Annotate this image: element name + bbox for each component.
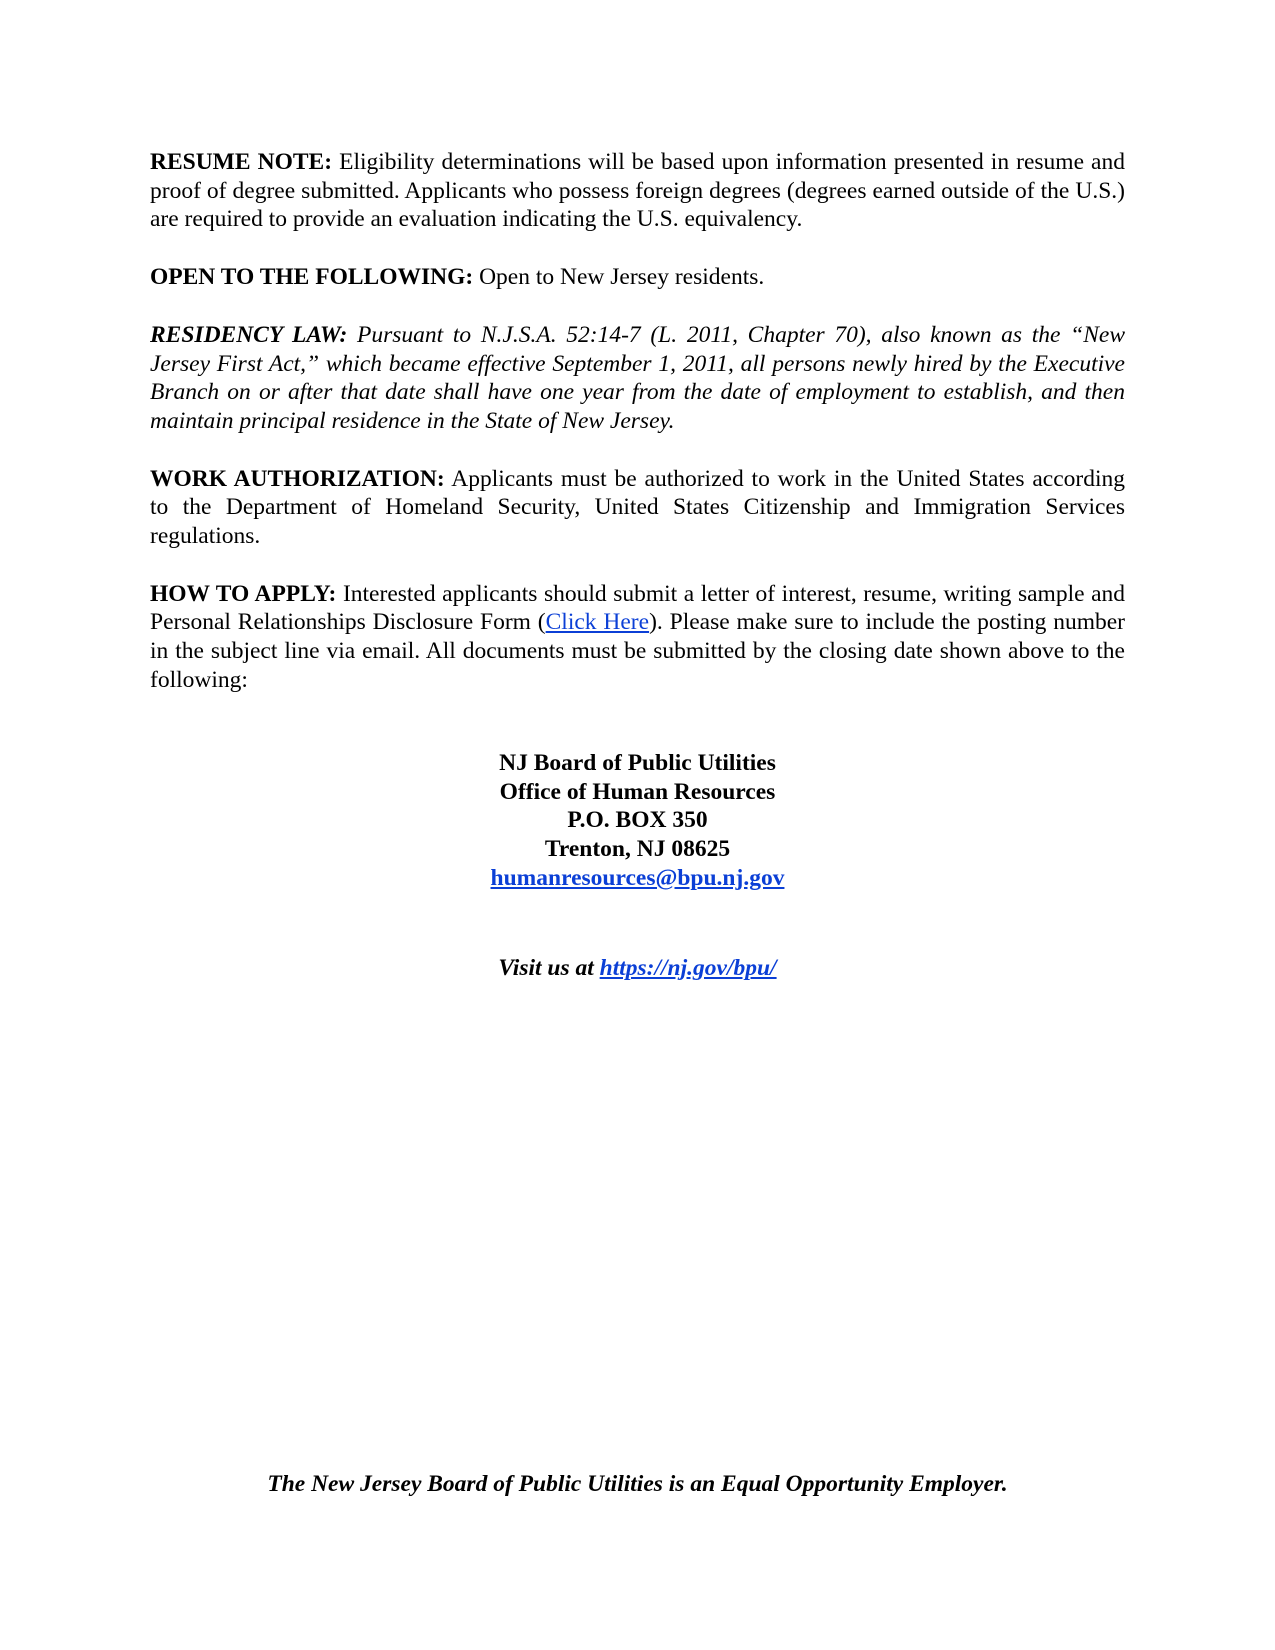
work-authorization-label: WORK AUTHORIZATION: (150, 465, 445, 492)
address-line-city: Trenton, NJ 08625 (544, 836, 731, 863)
document-body (150, 148, 1126, 981)
how-to-apply-text-after: ). Please make sure to include the posting number in the subject line via email. All documents must be submitted by the closing date shown above to the following: (150, 609, 1125, 693)
residency-law-paragraph (150, 321, 1125, 436)
resume-note-text: Eligibility determinations will be based upon information presented in resume and proof of degree submitted. Applicants who possess foreign degrees (degrees earned outside of the U.S.) are required to provide an evaluation indicating the U.S. equivalency. (150, 149, 1125, 233)
mailing-address (150, 749, 1125, 893)
click-here-link[interactable]: Click Here (545, 609, 650, 636)
resume-note-paragraph (150, 148, 1125, 234)
resume-note-label: RESUME NOTE: (150, 149, 333, 175)
address-line-po-box: P.O. BOX 350 (567, 807, 708, 834)
visit-us-prefix: Visit us at (498, 955, 594, 981)
how-to-apply-text-before: Interested applicants should submit a letter of interest, resume, writing sample and Personal Relationships Disclosure Form ( (150, 580, 1126, 636)
how-to-apply-paragraph (150, 580, 1125, 695)
residency-law-text: Pursuant to N.J.S.A. 52:14-7 (L. 2011, Chapter 70), also known as the “New Jersey First Act,” which became effective September 1, 2011, all persons newly hired by the Executive Branch on or after that date shall have one year from the date of employment to establish, and then maintain principal residence in the State of New Jersey. (150, 321, 1125, 434)
open-to-label: OPEN TO THE FOLLOWING: (150, 264, 474, 291)
website-link[interactable]: https://nj.gov/bpu/ (599, 955, 777, 981)
work-authorization-text: Applicants must be authorized to work in the United States according to the Department of Homeland Security, United States Citizenship and Immigration Services regulations. (150, 465, 1125, 550)
hr-email-link[interactable]: humanresources@bpu.nj.gov (490, 864, 785, 891)
open-to-paragraph (150, 263, 1125, 292)
address-line-organization: NJ Board of Public Utilities (499, 750, 776, 776)
how-to-apply-label: HOW TO APPLY: (150, 580, 337, 607)
address-line-office: Office of Human Resources (499, 778, 776, 805)
work-authorization-paragraph (150, 465, 1125, 551)
residency-law-label: RESIDENCY LAW: (150, 321, 348, 348)
equal-opportunity-statement: The New Jersey Board of Public Utilities is an Equal Opportunity Employer. (267, 1471, 1008, 1497)
open-to-text: Open to New Jersey residents. (479, 264, 765, 291)
visit-us-line (150, 954, 1125, 983)
